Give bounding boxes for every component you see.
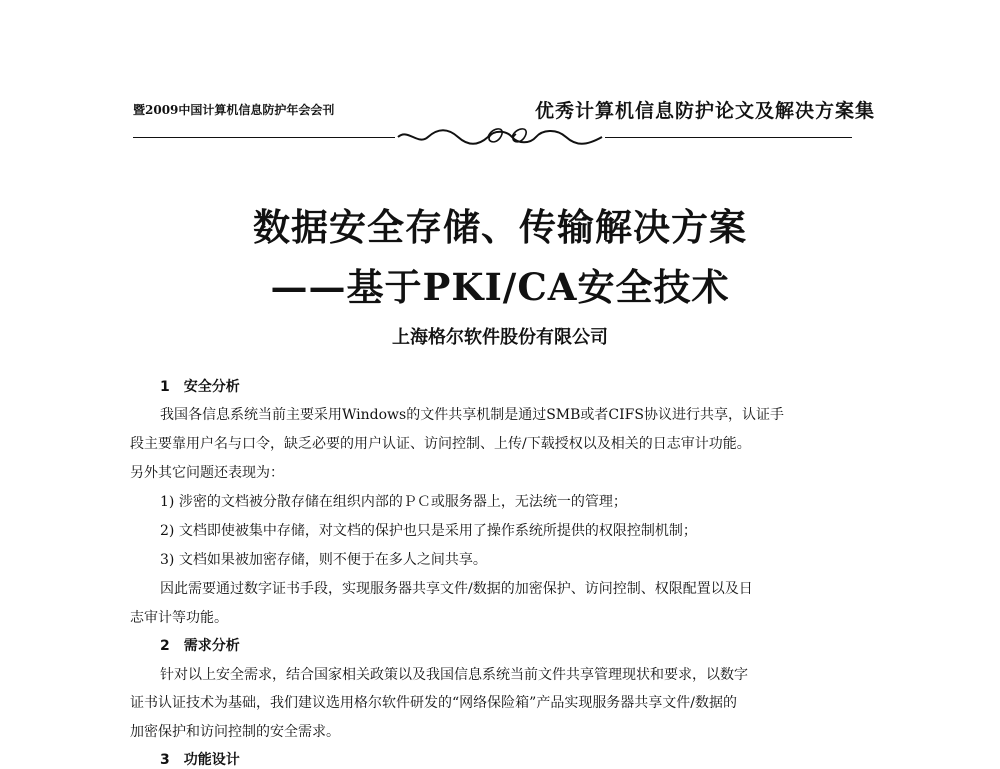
paper-title: 数据安全存储、传输解决方案 xyxy=(253,205,747,249)
paragraph-line: 段主要靠用户名与口令，缺乏必要的用户认证、访问控制、上传/下载授权以及相关的日志审计功能。 xyxy=(130,436,751,452)
section-heading-2: 2 需求分析 xyxy=(160,638,240,654)
paragraph-line: 证书认证技术为基础，我们建议选用格尔软件研发的“网络保险箱”产品实现服务器共享文件/数据的 xyxy=(130,695,738,711)
header-rule-right xyxy=(605,137,852,138)
paragraph-line: 因此需要通过数字证书手段，实现服务器共享文件/数据的加密保护、访问控制、权限配置以及日 xyxy=(160,581,753,597)
section-heading-3: 3 功能设计 xyxy=(160,752,240,768)
paragraph-line: 志审计等功能。 xyxy=(130,610,228,626)
list-item: 1) 涉密的文档被分散存储在组织内部的ＰＣ或服务器上，无法统一的管理； xyxy=(160,494,627,510)
section-heading-1: 1 安全分析 xyxy=(160,379,240,395)
paragraph-line: 针对以上安全需求，结合国家相关政策以及我国信息系统当前文件共享管理现状和要求，以数字 xyxy=(160,667,748,683)
running-header-right: 优秀计算机信息防护论文及解决方案集 xyxy=(535,100,876,122)
paragraph-line: 加密保护和访问控制的安全需求。 xyxy=(130,724,340,740)
ornament-divider xyxy=(396,126,604,148)
paper-subtitle: ——基于PKI/CA安全技术 xyxy=(270,265,730,309)
running-header-left: 暨2009中国计算机信息防护年会会刊 xyxy=(133,103,335,117)
author-organization: 上海格尔软件股份有限公司 xyxy=(392,327,608,348)
header-rule-left xyxy=(133,137,395,138)
list-item: 3) 文档如果被加密存储，则不便于在多人之间共享。 xyxy=(160,552,487,568)
paragraph-line: 我国各信息系统当前主要采用Windows的文件共享机制是通过SMB或者CIFS协议进行共享，认证手 xyxy=(160,407,784,423)
paragraph-line: 另外其它问题还表现为： xyxy=(130,465,284,481)
list-item: 2) 文档即使被集中存储，对文档的保护也只是采用了操作系统所提供的权限控制机制； xyxy=(160,523,697,539)
